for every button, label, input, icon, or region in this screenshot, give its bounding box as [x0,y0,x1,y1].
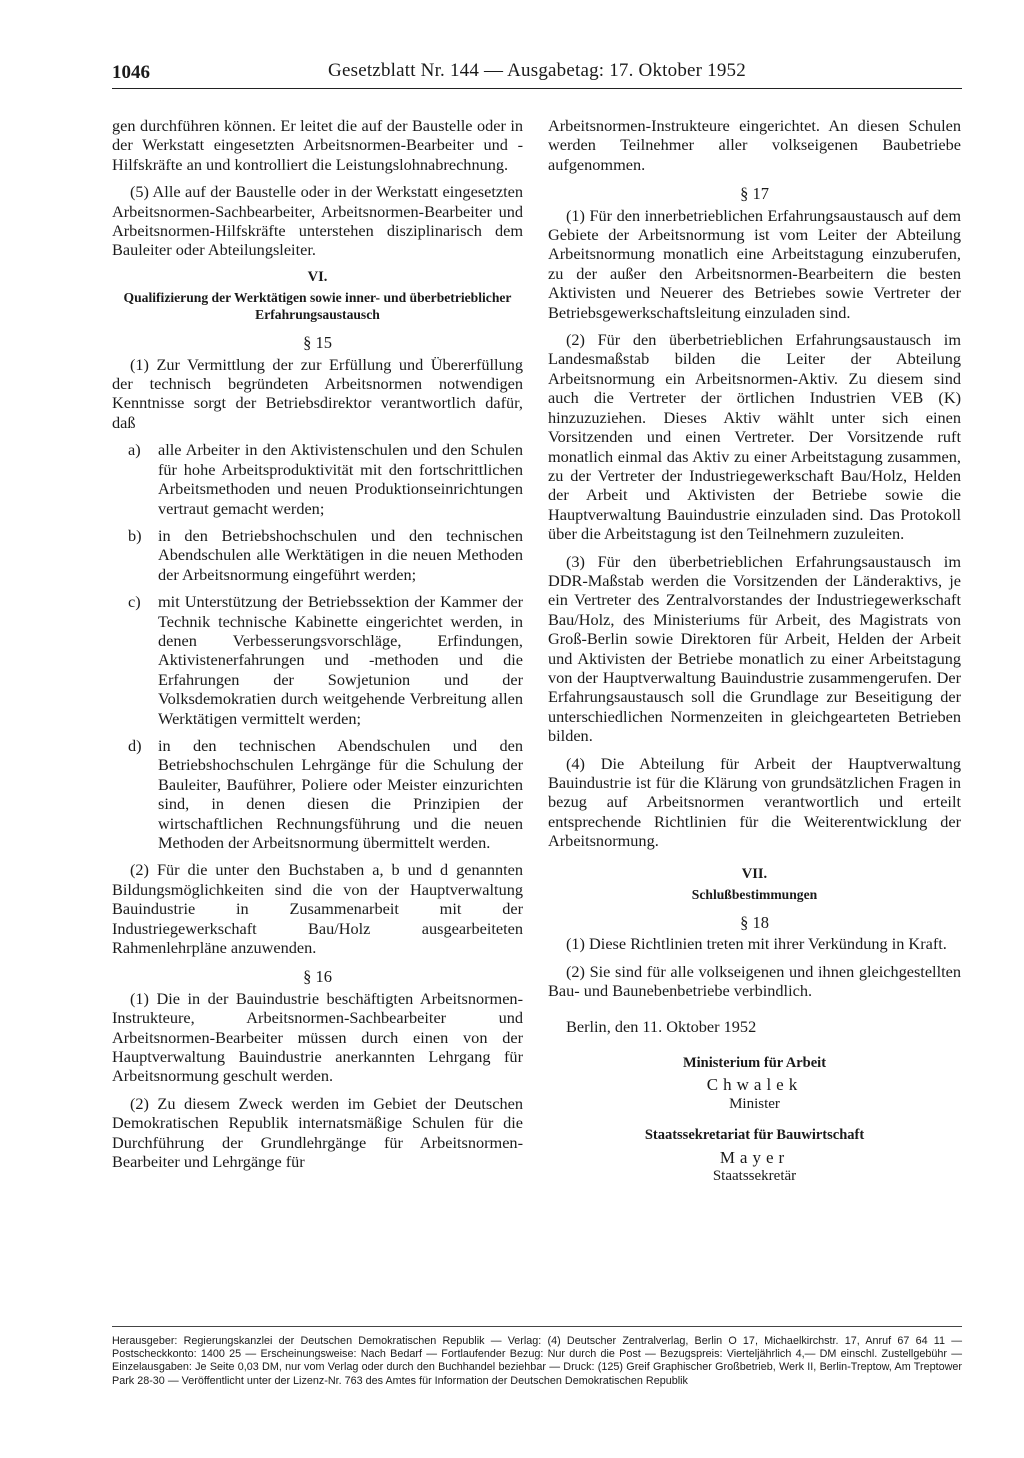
signatory-name: Mayer [719,1147,790,1167]
chapter-heading: Qualifizierung der Werktätigen sowie inner- und überbetrieblicher Erfahrungsaustausch [123,290,512,323]
paragraph: (2) Für den überbetrieblichen Erfahrungsaustausch im Landesmaßstab bilden die Leiter der Abteilung Arbeitsnormung ein Arbeitsnormen-Aktiv. Zu diesem sind auch die Vertreter der örtlichen Industrien VEB (K) hinzuzuziehen. Dieses Aktiv wählt unter sich einen Vorsitzenden und einen Vertreter. Der Vorsitzende ruft monatlich einmal das Aktiv zu einer Arbeitstagung zusammen, zu der Vertreter der Industriegewerkschaft Bau/Holz, Helden der Arbeit und Aktivisten der Betriebe sowie die Hauptverwaltung Bauindustrie einzuladen sind. Das Protokoll über die Arbeitstagung ist den Teilnehmern zuzuleiten. [548,330,961,544]
list-item-text: in den Betriebshochschulen und den technischen Abendschulen alle Werktätigen in die neuen Methoden der Arbeitsnormung eingeführt werden; [158,525,523,584]
paragraph: Arbeitsnormen-Instrukteure eingerichtet. An diesen Schulen werden Teilnehmer aller volkseigenen Baubetriebe aufgenommen. [548,116,961,174]
list-item-label: a) [128,440,141,460]
signatory-organization: Ministerium für Arbeit [682,1055,827,1072]
list-item-label: b) [128,525,142,545]
section-number: § 18 [740,913,769,933]
chapter-heading: Schlußbestimmungen [691,887,818,903]
paragraph: (2) Für die unter den Buchstaben a, b und d genannten Bildungsmöglichkeiten sind die von der Hauptverwaltung Bauindustrie in Zusammenarbeit mit der Industriegewerkschaft Bau/Holz ausgearbeiteten Rahmenlehrpläne anzuwenden. [112,860,523,958]
section-number: § 16 [303,967,332,987]
paragraph: gen durchführen können. Er leitet die auf der Baustelle oder in der Werkstatt eingesetzten Arbeitsnormen-Bearbeiter und -Hilfskräfte an und kontrolliert die Leistungslohnabrechnung. [112,116,523,174]
place-date: Berlin, den 11. Oktober 1952 [566,1016,757,1036]
paragraph: (1) Für den innerbetrieblichen Erfahrungsaustausch auf dem Gebiete der Arbeitsnormung ist vom Leiter der Abteilung Arbeitsnormung monatlich eine Arbeitstagung einzuberufen, zu der außer den Arbeitsnormen-Bearbeitern die besten Aktivisten und Neuerer des Betriebes sowie Vertreter der Betriebsgewerkschaftsleitung einzuladen sind. [548,205,961,322]
list-item [112,526,523,584]
left-column [112,116,523,1180]
signatory-organization: Staatssekretariat für Bauwirtschaft [644,1127,865,1144]
signatory-role: Minister [729,1095,780,1112]
paragraph: (5) Alle auf der Baustelle oder in der Werkstatt eingesetzten Arbeitsnormen-Sachbearbeiter, Arbeitsnormen-Bearbeiter und Arbeitsnormen-Hilfskräfte unterstehen disziplinarisch dem Bauleiter oder Abteilungsleiter. [112,182,523,260]
right-column [548,116,961,1199]
signatory-name: Chwalek [706,1075,803,1095]
list-item-label: d) [128,735,142,755]
paragraph: (4) Die Abteilung für Arbeit der Hauptverwaltung Bauindustrie ist für die Klärung von grundsätzlichen Fragen in bezug auf Arbeitsnormen verantwortlich und erteilt entsprechende Richtlinien für die Weiterentwicklung der Arbeitsnormung. [548,753,961,851]
chapter-number: VI. [307,268,328,285]
paragraph: (2) Sie sind für alle volkseigenen und ihnen gleichgestellten Bau- und Baunebenbetriebe verbindlich. [548,961,961,1001]
section-number: § 17 [740,184,769,204]
paragraph: (3) Für den überbetrieblichen Erfahrungsaustausch im DDR-Maßstab werden die Vorsitzenden der Länderaktivs, je ein Vertreter des Zentralvorstandes der Industriegewerkschaft Bau/Holz, des Ministeriums für Arbeit, des Magistrats von Groß-Berlin sowie Direktoren für Arbeit, Helden der Arbeit und Aktivisten der Betriebe monatlich zu einer Arbeitstagung von der Hauptverwaltung Bauindustrie zusammengerufen. Der Erfahrungsaustausch soll die Grundlage zur Beseitigung der unterschiedlichen Normenzeiten in gleichgearteten Betrieben bilden. [548,551,961,746]
paragraph: (1) Die in der Bauindustrie beschäftigten Arbeitsnormen-Instrukteure, Arbeitsnormen-Sachbearbeiter und Arbeitsnormen-Bearbeiter müssen durch einen von der Hauptverwaltung Bauindustrie anerkannten Lehrgang für Arbeitsnormung geschult werden. [112,988,523,1086]
paragraph: (2) Zu diesem Zweck werden im Gebiet der Deutschen Demokratischen Republik internatsmäßige Schulen für die Durchführung der Grundlehrgänge für Arbeitsnormen-Bearbeiter und Lehrgänge für [112,1093,523,1172]
list-item [112,736,523,852]
imprint-footer: Herausgeber: Regierungskanzlei der Deutschen Demokratischen Republik — Verlag: (4) Deutscher Zentralverlag, Berlin O 17, Michaelkirchstr. 17, Anruf 67 64 11 — Postscheckkonto: 1400 25 — Erscheinungsweise: Nach Bedarf — Fortlaufender Bezug: Nur durch die Post — Bezugspreis: Vierteljährlich 4,— DM einschl. Zustellgebühr — Einzelausgaben: Je Seite 0,03 DM, nur vom Verlag oder durch den Buchhandel beziehbar — Druck: (125) Greif Graphischer Großbetrieb, Werk II, Berlin-Treptow, Am Treptower Park 28-30 — Veröffentlicht unter der Lizenz-Nr. 763 des Amtes für Information der Deutschen Demokratischen Republik [112,1326,962,1388]
section-number: § 15 [303,333,332,353]
list-item-text: in den technischen Abendschulen und den Betriebshochschulen Lehrgänge für die Schulung der Bauleiter, Bauführer, Poliere oder Meister einzurichten sind, in denen diesen die Prinzipien der wirtschaftlichen Rechnungsführung und die neuen Methoden der Arbeitsnormung übermittelt werden. [158,735,523,852]
list-item-label: c) [128,592,141,612]
page-number: 1046 [112,62,150,83]
page-header [112,58,962,89]
chapter-number: VII. [741,865,768,882]
gazette-title: Gesetzblatt Nr. 144 — Ausgabetag: 17. Oktober 1952 [328,60,746,81]
list-item-text: mit Unterstützung der Betriebssektion der Kammer der Technik technische Kabinette eingerichtet werden, in denen Verbesserungsvorschläge, Erfindungen, Aktivistenerfahrungen und -methoden und die Erfahrungen der Sowjetunion und der Volksdemokratien durch weitgehende Verbreitung allen Werktätigen vermittelt werden; [158,592,523,728]
paragraph: (1) Zur Vermittlung der zur Erfüllung und Übererfüllung der technisch begründeten Arbeitsnormen notwendigen Kenntnisse sorgt der Betriebsdirektor verantwortlich dafür, daß [112,354,523,432]
paragraph: (1) Diese Richtlinien treten mit ihrer Verkündung in Kraft. [566,934,947,954]
signatory-role: Staatssekretär [712,1168,797,1185]
list-item-text: alle Arbeiter in den Aktivistenschulen und den Schulen für hohe Arbeitsproduktivität mit den fortschrittlichen Arbeitsmethoden und neuen Produktionseinrichtungen vertraut gemacht werden; [158,440,523,518]
list-item [112,440,523,518]
list-item [112,592,523,728]
